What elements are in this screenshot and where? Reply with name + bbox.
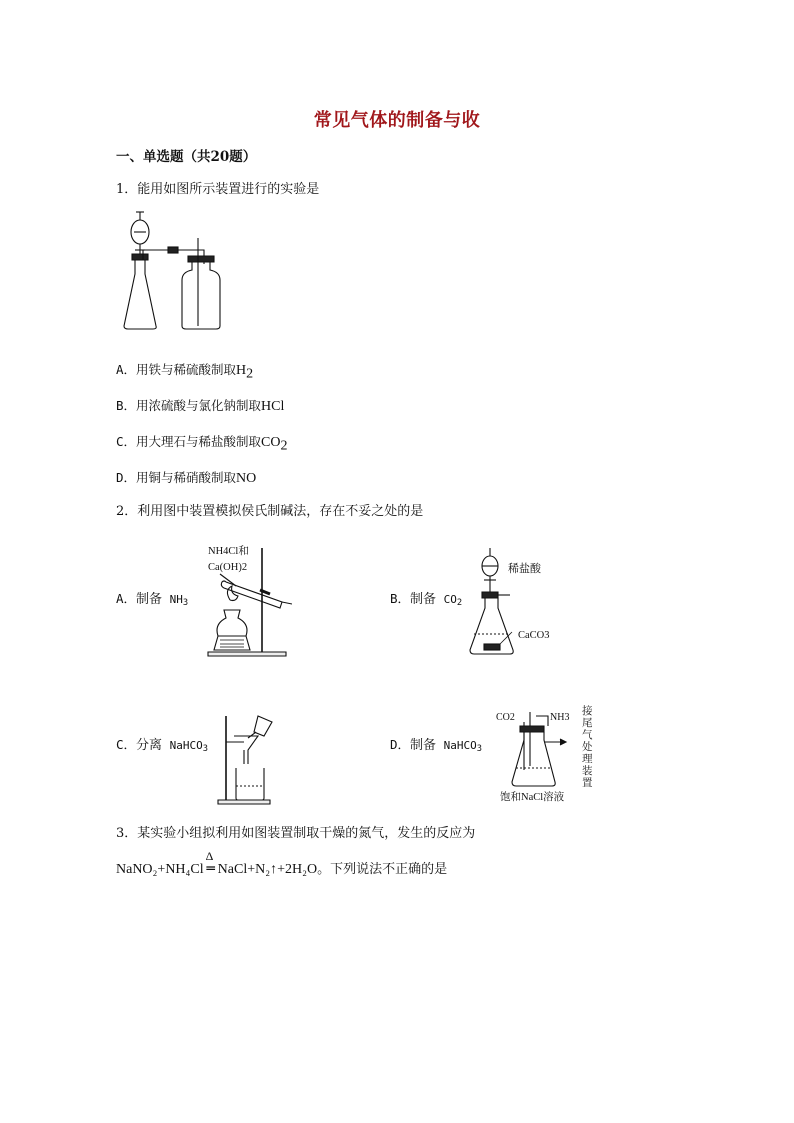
q3-tail-text: 。下列说法不正确的是 (317, 862, 448, 877)
option-formula: NO (236, 471, 257, 486)
option-formula-subscript: 2 (246, 366, 254, 382)
q3-equation-line (116, 849, 448, 878)
q2a-apparatus-figure (200, 540, 292, 660)
fig-label: CaCO3 (518, 630, 550, 641)
option-label: C． (116, 434, 137, 449)
option-text: 分离 (136, 738, 163, 753)
option-formula: CO (443, 593, 457, 606)
q1-option-d[interactable] (116, 468, 256, 491)
option-formula-subscript: 2 (280, 438, 288, 454)
fig-label: 稀盐酸 (508, 563, 541, 575)
q2b-apparatus-figure (462, 546, 572, 664)
option-formula: NaHCO (443, 739, 477, 752)
option-text: 用浓硫酸与氯化钠制取 (136, 398, 262, 413)
q2-option-b[interactable] (390, 588, 462, 608)
equation-lhs: NaNO₂+NH₄Cl (116, 862, 204, 877)
option-formula: HCl (261, 399, 285, 414)
option-formula-subscript: 3 (202, 744, 208, 755)
option-text: 用铜与稀硝酸制取 (136, 470, 237, 485)
q2c-filtration-figure (214, 712, 284, 806)
question-3-stem: 3．某实验小组拟利用如图装置制取干燥的氮气，发生的反应为 (116, 826, 476, 841)
question-1-stem: 1．能用如图所示装置进行的实验是 (116, 182, 320, 197)
option-text: 用铁与稀硫酸制取 (136, 362, 237, 377)
option-label: A． (116, 591, 137, 606)
option-label: D． (390, 737, 411, 752)
option-text: 制备 (136, 592, 163, 607)
fig-label: NH3 (550, 712, 570, 723)
fig-label: NH4Cl和 (208, 546, 249, 557)
q1-apparatus-figure (118, 208, 226, 333)
option-formula: NH (169, 593, 183, 606)
fig-label: CO2 (496, 712, 515, 723)
option-text: 制备 (410, 592, 437, 607)
option-formula-subscript: 3 (476, 744, 482, 755)
option-formula-subscript: 2 (456, 598, 463, 609)
q1-option-b[interactable] (116, 396, 284, 419)
q1-option-a[interactable] (116, 360, 253, 383)
option-label: B． (390, 591, 411, 606)
option-text: 用大理石与稀盐酸制取 (136, 434, 262, 449)
option-label: D． (116, 470, 137, 485)
fig-label: Ca(OH)2 (208, 562, 248, 573)
option-formula: CO (261, 435, 281, 450)
option-text: 制备 (410, 738, 437, 753)
option-label: B． (116, 398, 137, 413)
q2-option-a[interactable] (116, 588, 188, 608)
option-formula-subscript: 3 (182, 598, 189, 609)
q2-option-c[interactable] (116, 734, 208, 754)
question-2-stem: 2．利用图中装置模拟侯氏制碱法，存在不妥之处的是 (116, 504, 424, 519)
tail-gas-label: 接尾气处理装置 (582, 706, 593, 789)
heat-condition: Δ (205, 849, 214, 863)
option-label: C． (116, 737, 137, 752)
option-formula: NaHCO (169, 739, 203, 752)
fig-label: 饱和NaCl溶液 (500, 792, 565, 803)
option-label: A． (116, 362, 137, 377)
option-formula: H (236, 363, 247, 378)
page-title: 常见气体的制备与收 (313, 110, 481, 131)
equation-rhs: NaCl+N₂↑+2H₂O (217, 862, 318, 877)
q2-option-d[interactable] (390, 734, 482, 754)
q1-option-c[interactable] (116, 432, 288, 455)
equation-arrow: Δ ═ (205, 849, 215, 877)
section-heading: 一、单选题（共20题） (116, 149, 257, 165)
